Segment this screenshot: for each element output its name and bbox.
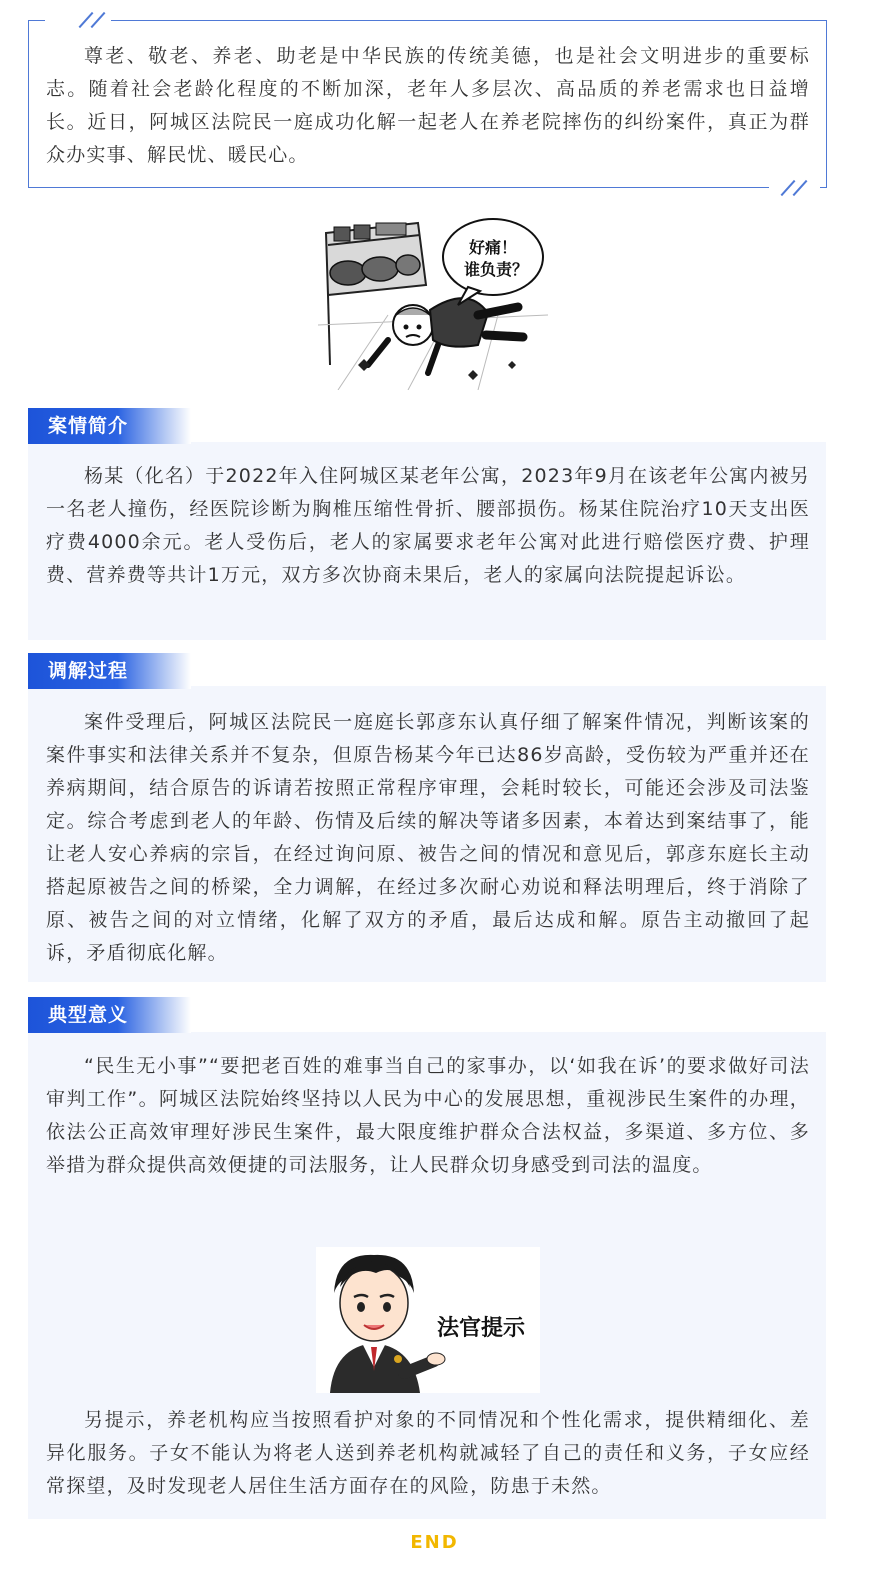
- judge-tip-label: 法官提示: [436, 1315, 526, 1341]
- frame-bottom-stub: [820, 187, 826, 188]
- section-heading-significance: [28, 997, 191, 1033]
- judge-tip-illustration: [316, 1247, 540, 1393]
- bubble-text-1: 好痛！: [468, 238, 518, 257]
- frame-top-stub: [29, 20, 45, 21]
- end-mark: END: [410, 1532, 459, 1553]
- mediation-card: [28, 686, 826, 982]
- section-heading-label: 案情简介: [48, 415, 129, 437]
- case-summary-text: 杨某（化名）于2022年入住阿城区某老年公寓，2023年9月在该老年公寓内被另一名老人撞伤，经医院诊断为胸椎压缩性骨折、腰部损伤。杨某住院治疗10天支出医疗费4000余元。老人受伤后，老人的家属要求老年公寓对此进行赔偿医疗费、护理费、营养费等共计1万元，双方多次协商未果后，老人的家属向法院提起诉讼。: [46, 465, 810, 586]
- slash-decoration-bottom: [777, 178, 817, 198]
- section-heading-label: 典型意义: [48, 1004, 129, 1026]
- section-heading-label: 调解过程: [48, 660, 129, 682]
- slash-decoration-top: [75, 10, 115, 30]
- section-heading-case-summary: [28, 408, 191, 444]
- case-summary-card: [28, 442, 826, 640]
- mediation-text: 案件受理后，阿城区法院民一庭庭长郭彦东认真仔细了解案件情况，判断该案的案件事实和法律关系并不复杂，但原告杨某今年已达86岁高龄，受伤较为严重并还在养病期间，结合原告的诉请若按照正常程序审理，会耗时较长，可能还会涉及司法鉴定。综合考虑到老人的年龄、伤情及后续的解决等诸多因素，本着达到案结事了，能让老人安心养病的宗旨，在经过询问原、被告之间的情况和意见后，郭彦东庭长主动搭起原被告之间的桥梁，全力调解，在经过多次耐心劝说和释法明理后，终于消除了原、被告之间的对立情绪，化解了双方的矛盾，最后达成和解。原告主动撤回了起诉，矛盾彻底化解。: [46, 711, 810, 964]
- significance-text: “民生无小事”“要把老百姓的难事当自己的家事办，以‘如我在诉’的要求做好司法审判工作”。阿城区法院始终坚持以人民为中心的发展思想，重视涉民生案件的办理，依法公正高效审理好涉民生案件，最大限度维护群众合法权益，多渠道、多方位、多举措为群众提供高效便捷的司法服务，让人民群众切身感受到司法的温度。: [46, 1055, 810, 1176]
- frame-top-line: [111, 20, 826, 21]
- section-heading-mediation: [28, 653, 191, 689]
- closing-tip-text: 另提示，养老机构应当按照看护对象的不同情况和个性化需求，提供精细化、差异化服务。子女不能认为将老人送到养老机构就减轻了自己的责任和义务，子女应经常探望，及时发现老人居住生活方面存在的风险，防患于未然。: [46, 1409, 810, 1497]
- frame-bottom-line: [29, 187, 769, 188]
- bubble-text-2: 谁负责？: [463, 260, 529, 279]
- intro-paragraph: 尊老、敬老、养老、助老是中华民族的传统美德，也是社会文明进步的重要标志。随着社会老龄化程度的不断加深，老年人多层次、高品质的养老需求也日益增长。近日，阿城区法院民一庭成功化解一起老人在养老院摔伤的纠纷案件，真正为群众办实事、解民忧、暖民心。: [46, 45, 810, 166]
- fallen-elder-illustration: [318, 215, 548, 390]
